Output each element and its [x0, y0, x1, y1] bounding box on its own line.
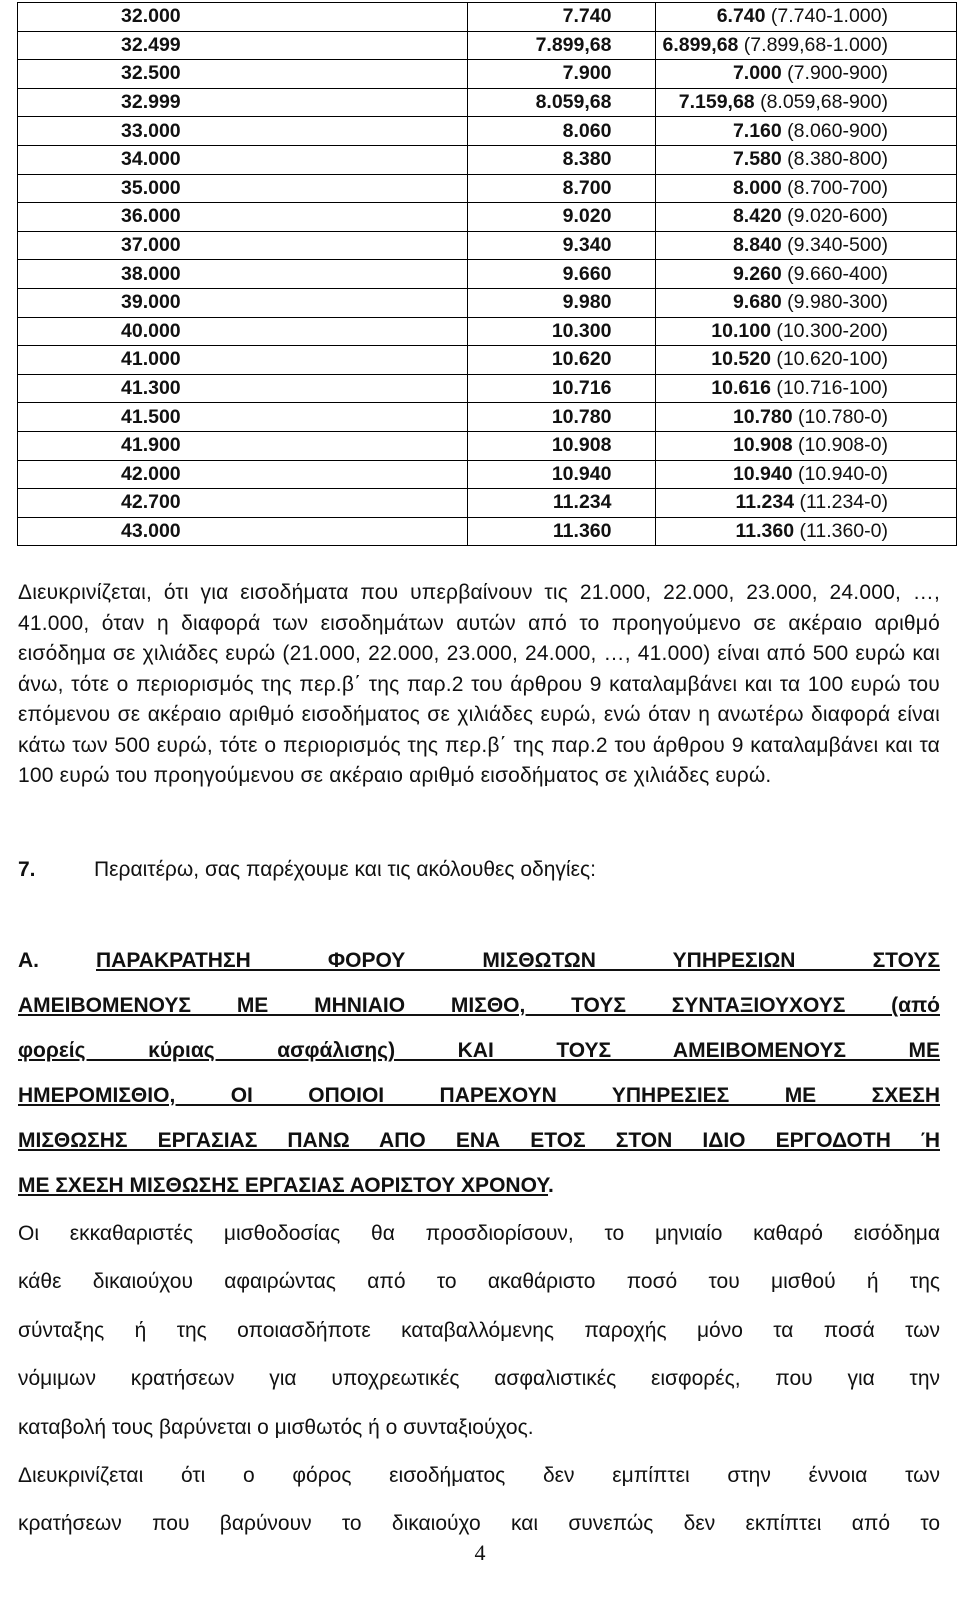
table-row	[18, 460, 957, 489]
heading-line	[18, 1163, 940, 1208]
reduced-amount-value: 6.899,68	[662, 33, 739, 56]
income-cell: 41.900	[18, 431, 468, 460]
item-number: 7.	[18, 858, 36, 881]
heading-text-1: ΠΑΡΑΚΡΑΤΗΣΗ ΦΟΡΟΥ ΜΙΣΘΩΤΩΝ ΥΠΗΡΕΣΙΩΝ ΣΤΟΥΣ	[96, 949, 940, 972]
table-row	[18, 489, 957, 518]
reduced-amount-value: 7.000	[732, 62, 782, 85]
amount-cell: 7.899,68	[467, 31, 656, 60]
heading-text-4: ΗΜΕΡΟΜΙΣΘΙΟ, ΟΙ ΟΠΟΙΟΙ ΠΑΡΕΧΟΥΝ ΥΠΗΡΕΣΙΕΣ ΜΕ ΣΧΕΣΗ	[18, 1084, 940, 1107]
reduced-amount-value: 11.234	[735, 491, 795, 514]
heading-text-3: φορείς κύριας ασφάλισης) ΚΑΙ ΤΟΥΣ ΑΜΕΙΒΟΜΕΝΟΥΣ ΜΕ	[18, 1039, 940, 1062]
amount-cell: 10.716	[467, 374, 656, 403]
reduced-amount-formula: (8.060-900)	[781, 119, 888, 142]
table-row	[18, 260, 957, 289]
table-row	[18, 317, 957, 346]
reduced-amount-value: 10.780	[732, 405, 793, 428]
reduced-amount-formula: (10.716-100)	[770, 377, 888, 400]
body-line: νόμιμων κρατήσεων για υποχρεωτικές ασφαλιστικές εισφορές, που για την	[18, 1367, 940, 1391]
body-line: σύνταξης ή της οποιασδήποτε καταβαλλόμενης παροχής μόνο τα ποσά των	[18, 1318, 940, 1342]
heading-text-2: ΑΜΕΙΒΟΜΕΝΟΥΣ ΜΕ ΜΗΝΙΑΙΟ ΜΙΣΘΟ, ΤΟΥΣ ΣΥΝΤΑΞΙΟΥΧΟΥΣ (από	[18, 994, 940, 1017]
reduced-amount-cell	[656, 31, 957, 60]
reduced-amount-formula: (10.908-0)	[792, 434, 888, 457]
reduced-amount-cell	[656, 431, 957, 460]
income-cell: 33.000	[18, 117, 468, 146]
reduced-amount-cell	[656, 60, 957, 89]
income-cell: 43.000	[18, 517, 468, 546]
amount-cell: 10.940	[467, 460, 656, 489]
page-number: 4	[474, 1540, 486, 1565]
amount-cell: 9.020	[467, 203, 656, 232]
reduced-amount-value: 8.840	[732, 234, 782, 257]
amount-cell: 8.060	[467, 117, 656, 146]
reduced-amount-value: 8.000	[732, 176, 782, 199]
reduced-amount-cell	[656, 517, 957, 546]
reduced-amount-cell	[656, 489, 957, 518]
reduced-amount-formula: (11.234-0)	[794, 491, 888, 514]
amount-cell: 8.700	[467, 174, 656, 203]
reduced-amount-formula: (10.620-100)	[770, 348, 888, 371]
heading-line	[18, 938, 940, 983]
table-row	[18, 174, 957, 203]
table-row	[18, 231, 957, 260]
reduced-amount-value: 7.159,68	[678, 91, 755, 114]
heading-text-5: ΜΙΣΘΩΣΗΣ ΕΡΓΑΣΙΑΣ ΠΑΝΩ ΑΠΟ ΕΝΑ ΕΤΟΣ ΣΤΟΝ ΙΔΙΟ ΕΡΓΟΔΟΤΗ Ή	[18, 1129, 940, 1152]
table-row	[18, 288, 957, 317]
table-row	[18, 3, 957, 32]
reduced-amount-cell	[656, 174, 957, 203]
reduced-amount-formula: (8.700-700)	[781, 176, 888, 199]
body-line: καταβολή τους βαρύνεται ο μισθωτός ή ο συνταξιούχος.	[18, 1415, 534, 1439]
reduced-amount-cell	[656, 88, 957, 117]
reduced-amount-cell	[656, 117, 957, 146]
reduced-amount-formula: (7.899,68-1.000)	[738, 33, 888, 56]
table-row	[18, 203, 957, 232]
amount-cell: 11.234	[467, 489, 656, 518]
amount-cell: 11.360	[467, 517, 656, 546]
amount-cell: 9.660	[467, 260, 656, 289]
amount-cell: 10.300	[467, 317, 656, 346]
reduced-amount-cell	[656, 374, 957, 403]
table-row	[18, 431, 957, 460]
amount-cell: 10.780	[467, 403, 656, 432]
amount-cell: 7.900	[467, 60, 656, 89]
reduced-amount-formula: (9.980-300)	[781, 291, 888, 314]
income-cell: 42.000	[18, 460, 468, 489]
reduced-amount-formula: (8.380-800)	[781, 148, 888, 171]
reduced-amount-cell	[656, 203, 957, 232]
reduced-amount-formula: (10.780-0)	[792, 405, 888, 428]
table-row	[18, 88, 957, 117]
reduced-amount-value: 10.616	[711, 377, 771, 400]
reduced-amount-cell	[656, 231, 957, 260]
clarification-paragraph: Διευκρινίζεται, ότι για εισοδήματα που υπερβαίνουν τις 21.000, 22.000, 23.000, 24.000, …, 41.000, όταν η διαφορά των εισοδημάτων αυτών από το προηγούμενο σε ακέραιο αριθμό εισόδημα σε χιλιάδες ευρώ (21.000, 22.000, 23.000, 24.000, …, 41.000) είναι από 500 ευρώ και άνω, τότε ο περιορισμός της περ.β΄ της παρ.2 του άρθρου 9 καταλαμβάνει και τα 100 ευρώ του επόμενου σε ακέραιο αριθμό εισοδήματος σε χιλιάδες ευρώ, ενώ όταν η ανωτέρω διαφορά είναι κάτω των 500 ευρώ, τότε ο περιορισμός της περ.β΄ της παρ.2 του άρθρου 9 καταλαμβάνει και τα 100 ευρώ του προηγούμενου σε ακέραιο αριθμό εισοδήματος σε χιλιάδες ευρώ.	[18, 581, 940, 787]
amount-cell: 8.380	[467, 145, 656, 174]
table-row	[18, 403, 957, 432]
reduced-amount-formula: (7.900-900)	[781, 62, 888, 85]
amount-cell: 8.059,68	[467, 88, 656, 117]
body-line: Οι εκκαθαριστές μισθοδοσίας θα προσδιορίσουν, το μηνιαίο καθαρό εισόδημα	[18, 1222, 940, 1245]
section-label: Α.	[18, 949, 39, 972]
reduced-amount-formula: (10.940-0)	[792, 462, 888, 485]
income-cell: 32.000	[18, 3, 468, 32]
reduced-amount-value: 8.420	[732, 205, 782, 228]
reduced-amount-value: 10.940	[732, 462, 793, 485]
income-cell: 32.999	[18, 88, 468, 117]
reduced-amount-cell	[656, 145, 957, 174]
reduced-amount-value: 9.680	[732, 291, 782, 314]
reduced-amount-cell	[656, 3, 957, 32]
income-cell: 34.000	[18, 145, 468, 174]
amount-cell: 9.980	[467, 288, 656, 317]
reduced-amount-cell	[656, 403, 957, 432]
table-row	[18, 60, 957, 89]
reduced-amount-cell	[656, 460, 957, 489]
income-cell: 41.300	[18, 374, 468, 403]
income-cell: 32.499	[18, 31, 468, 60]
income-cell: 42.700	[18, 489, 468, 518]
reduced-amount-value: 10.100	[711, 319, 771, 342]
reduced-amount-cell	[656, 346, 957, 375]
heading-end-punct: .	[548, 1174, 554, 1197]
body-line: κρατήσεων που βαρύνουν το δικαιούχο και συνεπώς δεν εκπίπτει από το	[18, 1512, 940, 1536]
income-cell: 39.000	[18, 288, 468, 317]
heading-text-6: ΜΕ ΣΧΕΣΗ ΜΙΣΘΩΣΗΣ ΕΡΓΑΣΙΑΣ ΑΟΡΙΣΤΟΥ ΧΡΟΝΟΥ	[18, 1174, 549, 1197]
table-row	[18, 374, 957, 403]
reduced-amount-value: 7.580	[732, 148, 782, 171]
reduced-amount-formula: (9.660-400)	[781, 262, 888, 285]
table-row	[18, 346, 957, 375]
reduced-amount-formula: (11.360-0)	[794, 519, 888, 542]
income-table-body	[18, 3, 957, 546]
item-text: Περαιτέρω, σας παρέχουμε και τις ακόλουθες οδηγίες:	[94, 858, 596, 881]
income-table	[17, 2, 957, 546]
body-line: Διευκρινίζεται ότι ο φόρος εισοδήματος δεν εμπίπτει στην έννοια των	[18, 1464, 940, 1488]
reduced-amount-cell	[656, 317, 957, 346]
heading-line	[18, 1028, 940, 1073]
reduced-amount-value: 10.908	[732, 434, 793, 457]
reduced-amount-value: 6.740	[716, 5, 766, 28]
reduced-amount-value: 7.160	[732, 119, 782, 142]
table-row	[18, 517, 957, 546]
income-cell: 38.000	[18, 260, 468, 289]
income-cell: 32.500	[18, 60, 468, 89]
reduced-amount-cell	[656, 288, 957, 317]
heading-line	[18, 1118, 940, 1163]
table-row	[18, 117, 957, 146]
section-heading	[18, 938, 940, 1208]
reduced-amount-formula: (7.740-1.000)	[765, 5, 888, 28]
income-cell: 36.000	[18, 203, 468, 232]
body-paragraph	[18, 1210, 940, 1549]
reduced-amount-cell	[656, 260, 957, 289]
amount-cell: 10.620	[467, 346, 656, 375]
income-cell: 41.500	[18, 403, 468, 432]
heading-line	[18, 1073, 940, 1118]
reduced-amount-formula: (8.059,68-900)	[754, 91, 888, 114]
table-row	[18, 145, 957, 174]
reduced-amount-formula: (10.300-200)	[770, 319, 888, 342]
table-row	[18, 31, 957, 60]
amount-cell: 7.740	[467, 3, 656, 32]
reduced-amount-formula: (9.340-500)	[781, 234, 888, 257]
income-cell: 37.000	[18, 231, 468, 260]
reduced-amount-value: 9.260	[732, 262, 782, 285]
reduced-amount-formula: (9.020-600)	[781, 205, 888, 228]
item-7	[18, 855, 596, 885]
income-cell: 40.000	[18, 317, 468, 346]
reduced-amount-value: 11.360	[735, 519, 795, 542]
reduced-amount-value: 10.520	[711, 348, 771, 371]
income-cell: 35.000	[18, 174, 468, 203]
amount-cell: 10.908	[467, 431, 656, 460]
amount-cell: 9.340	[467, 231, 656, 260]
heading-line	[18, 983, 940, 1028]
body-line: κάθε δικαιούχου αφαιρώντας από το ακαθάριστο ποσό του μισθού ή της	[18, 1270, 940, 1294]
income-cell: 41.000	[18, 346, 468, 375]
